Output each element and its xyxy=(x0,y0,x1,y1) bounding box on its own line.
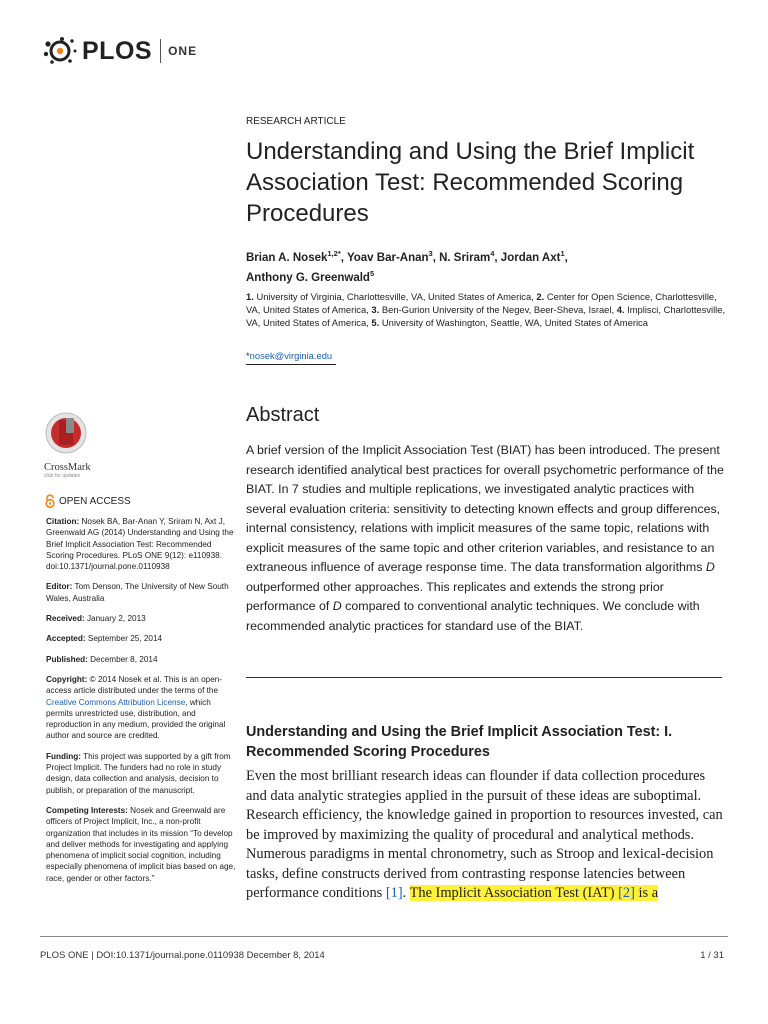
plos-logo-icon xyxy=(40,35,80,67)
body-paragraph xyxy=(246,767,726,904)
affiliation-text: University of Washington, Seattle, WA, United States of America xyxy=(381,317,648,328)
editor-text: Tom Denson, The University of New South Wales, Australia xyxy=(46,582,229,603)
funding-label: Funding: xyxy=(46,751,82,761)
reference-link-1[interactable]: [1] xyxy=(385,885,403,901)
author-name: Jordan Axt xyxy=(500,251,561,264)
author-affiliation-marker: 1,2* xyxy=(327,249,341,258)
crossmark-icon xyxy=(44,411,88,455)
footer-citation: PLOS ONE | DOI:10.1371/journal.pone.0110938 December 8, 2014 xyxy=(40,950,325,961)
affiliation-text: Center for Open Science, Charlottesville, VA, United States of America, xyxy=(246,291,717,315)
accepted-block xyxy=(46,633,236,644)
accepted-date: September 25, 2014 xyxy=(85,634,163,644)
crossmark-label: CrossMark xyxy=(44,462,91,473)
article-title: Understanding and Using the Brief Implicit Association Test: Recommended Scoring Procedures xyxy=(246,138,695,227)
received-date: January 2, 2013 xyxy=(84,614,146,624)
received-label: Received: xyxy=(46,614,85,624)
editor-label: Editor: xyxy=(46,582,73,592)
abstract-text xyxy=(246,441,726,636)
highlight-part: is a xyxy=(634,885,659,901)
received-block xyxy=(46,613,236,624)
copyright-block xyxy=(46,674,236,742)
affiliation-number: 1. xyxy=(246,291,254,302)
open-lock-icon xyxy=(44,494,56,508)
corresponding-email-link[interactable]: nosek@virginia.edu xyxy=(249,350,333,361)
published-block xyxy=(46,654,236,665)
abstract-heading: Abstract xyxy=(246,404,320,426)
competing-interests-text: Nosek and Greenwald are officers of Project Implicit, Inc., a non-profit organization that includes in its mission “To develop and deliver methods for investigating and applying phenomena of implicit social cognition, including especially phenomena of implicit bias based on age, race, gender or other factors.” xyxy=(46,805,236,883)
copyright-text: © 2014 Nosek et al. This is an open-access article distributed under the terms of the xyxy=(46,674,223,696)
author-list: Brian A. Nosek$^{1,2*}$, Yoav Bar-Anan$^3$, N. Sriram$^4$, Jordan Axt$^1$, Anthony G. Greenwald$^5$ xyxy=(246,249,568,284)
article-metadata xyxy=(46,516,236,893)
copyright-label: Copyright: xyxy=(46,674,88,684)
author-name: N. Sriram xyxy=(439,251,491,264)
competing-interests-block xyxy=(46,805,236,884)
abstract-italic-d: D xyxy=(332,599,342,613)
license-link[interactable]: Creative Commons Attribution License xyxy=(46,697,186,707)
funding-block xyxy=(46,751,236,796)
crossmark-badge[interactable] xyxy=(44,411,104,479)
funding-text: This project was supported by a gift from Project Implicit. The funders had no role in study design, data collection and analysis, decision to publish, or preparation of the manuscript. xyxy=(46,751,231,795)
editor-block xyxy=(46,581,236,604)
abstract-part: compared to conventional analytic techniques. We conclude with recommended analytic practices for standard use of the BIAT. xyxy=(246,599,700,633)
author-name: Brian A. Nosek xyxy=(246,251,328,264)
abstract-part: outperformed other approaches. This replicates and extends the strong prior performance of xyxy=(246,579,664,613)
page-number: 1 / 31 xyxy=(700,950,724,961)
affiliation-text: Ben-Gurion University of the Negev, Beer-Sheva, Israel, xyxy=(381,304,615,315)
abstract-part: A brief version of the Implicit Association Test (BIAT) has been introduced. The present research identified analytical best practices for overall psychometric performance of the BIAT. In 7 studies and multiple replications, we investigated analytic practices with several evaluation criteria: sensitivity to detecting known effects and group differences, internal consistency, relations with implicit measures of the same topic, relations with explicit measures of the same topic and other criterion variables, and resistance to an extraneous influence of average response time. The data transformation algorithms xyxy=(246,443,724,574)
article-type: RESEARCH ARTICLE xyxy=(246,116,346,127)
author-affiliation-marker: 4 xyxy=(490,249,495,258)
author-name: Yoav Bar-Anan xyxy=(346,251,429,264)
citation-block xyxy=(46,516,236,572)
affiliation-text: Implisci, Charlottesville, VA, United States of America, xyxy=(246,304,726,328)
highlight-part: The Implicit Association Test (IAT) xyxy=(409,885,619,901)
corresponding-star: * xyxy=(246,350,250,361)
highlighted-text xyxy=(410,885,659,901)
affiliation-number: 4. xyxy=(616,304,625,315)
affiliation-text: University of Virginia, Charlottesville, VA, United States of America, xyxy=(256,291,534,302)
author-affiliation-marker: 3 xyxy=(428,249,433,258)
affiliation-number: 3. xyxy=(371,304,380,315)
logo-product: ONE xyxy=(168,44,198,58)
reference-link-2[interactable]: [2] xyxy=(618,885,635,901)
footer-divider xyxy=(40,936,728,937)
citation-label: Citation: xyxy=(46,517,80,526)
author-affiliation-marker: 5 xyxy=(369,268,375,278)
abstract-italic-d: D xyxy=(705,560,715,574)
published-date: December 8, 2014 xyxy=(87,654,158,664)
affiliations xyxy=(246,290,726,329)
published-label: Published: xyxy=(46,654,88,664)
crossmark-sub: click for updates xyxy=(44,473,81,479)
body-text-part: . xyxy=(402,885,410,901)
affiliation-number: 2. xyxy=(536,291,545,302)
open-access-badge xyxy=(44,494,131,508)
accepted-label: Accepted: xyxy=(46,634,86,644)
body-text-part: Even the most brilliant research ideas can flounder if data collection procedures and data analytic strategies applied in the pursuit of these ideas are suboptimal. Research efficiency, the knowledge gained in proportion to resources invested, can be improved by maximizing the quality of procedural and analytical methods. Numerous paradigms in mental chronometry, such as Stroop and lexical-decision tasks, define constructs derived from contrasting response latencies between performance conditions xyxy=(246,768,723,901)
section-heading: Understanding and Using the Brief Implicit Association Test: I. Recommended Scoring Procedures xyxy=(246,724,673,760)
plos-one-logo[interactable] xyxy=(40,34,197,68)
logo-divider xyxy=(160,39,161,63)
author-affiliation-marker: 1 xyxy=(560,249,565,258)
author-name: Anthony G. Greenwald xyxy=(246,271,370,284)
open-access-label: OPEN ACCESS xyxy=(59,495,131,507)
copyright-text: , which permits unrestricted use, distribution, and reproduction in any medium, provided the original author and source are credited. xyxy=(46,697,226,741)
competing-interests-label: Competing Interests: xyxy=(46,805,128,815)
corresponding-author xyxy=(246,350,332,361)
affiliation-number: 5. xyxy=(371,317,380,328)
citation-text: Nosek BA, Bar-Anan Y, Sriram N, Axt J, Greenwald AG (2014) Understanding and Using the Brief Implicit Association Test: Recommended Scoring Procedures. PLoS ONE 9(12): e110938. doi:10.1371/journal.pone.0110938 xyxy=(46,517,234,572)
correspondence-divider xyxy=(246,364,336,365)
abstract-divider xyxy=(246,677,722,678)
logo-brand: PLOS xyxy=(82,36,153,65)
